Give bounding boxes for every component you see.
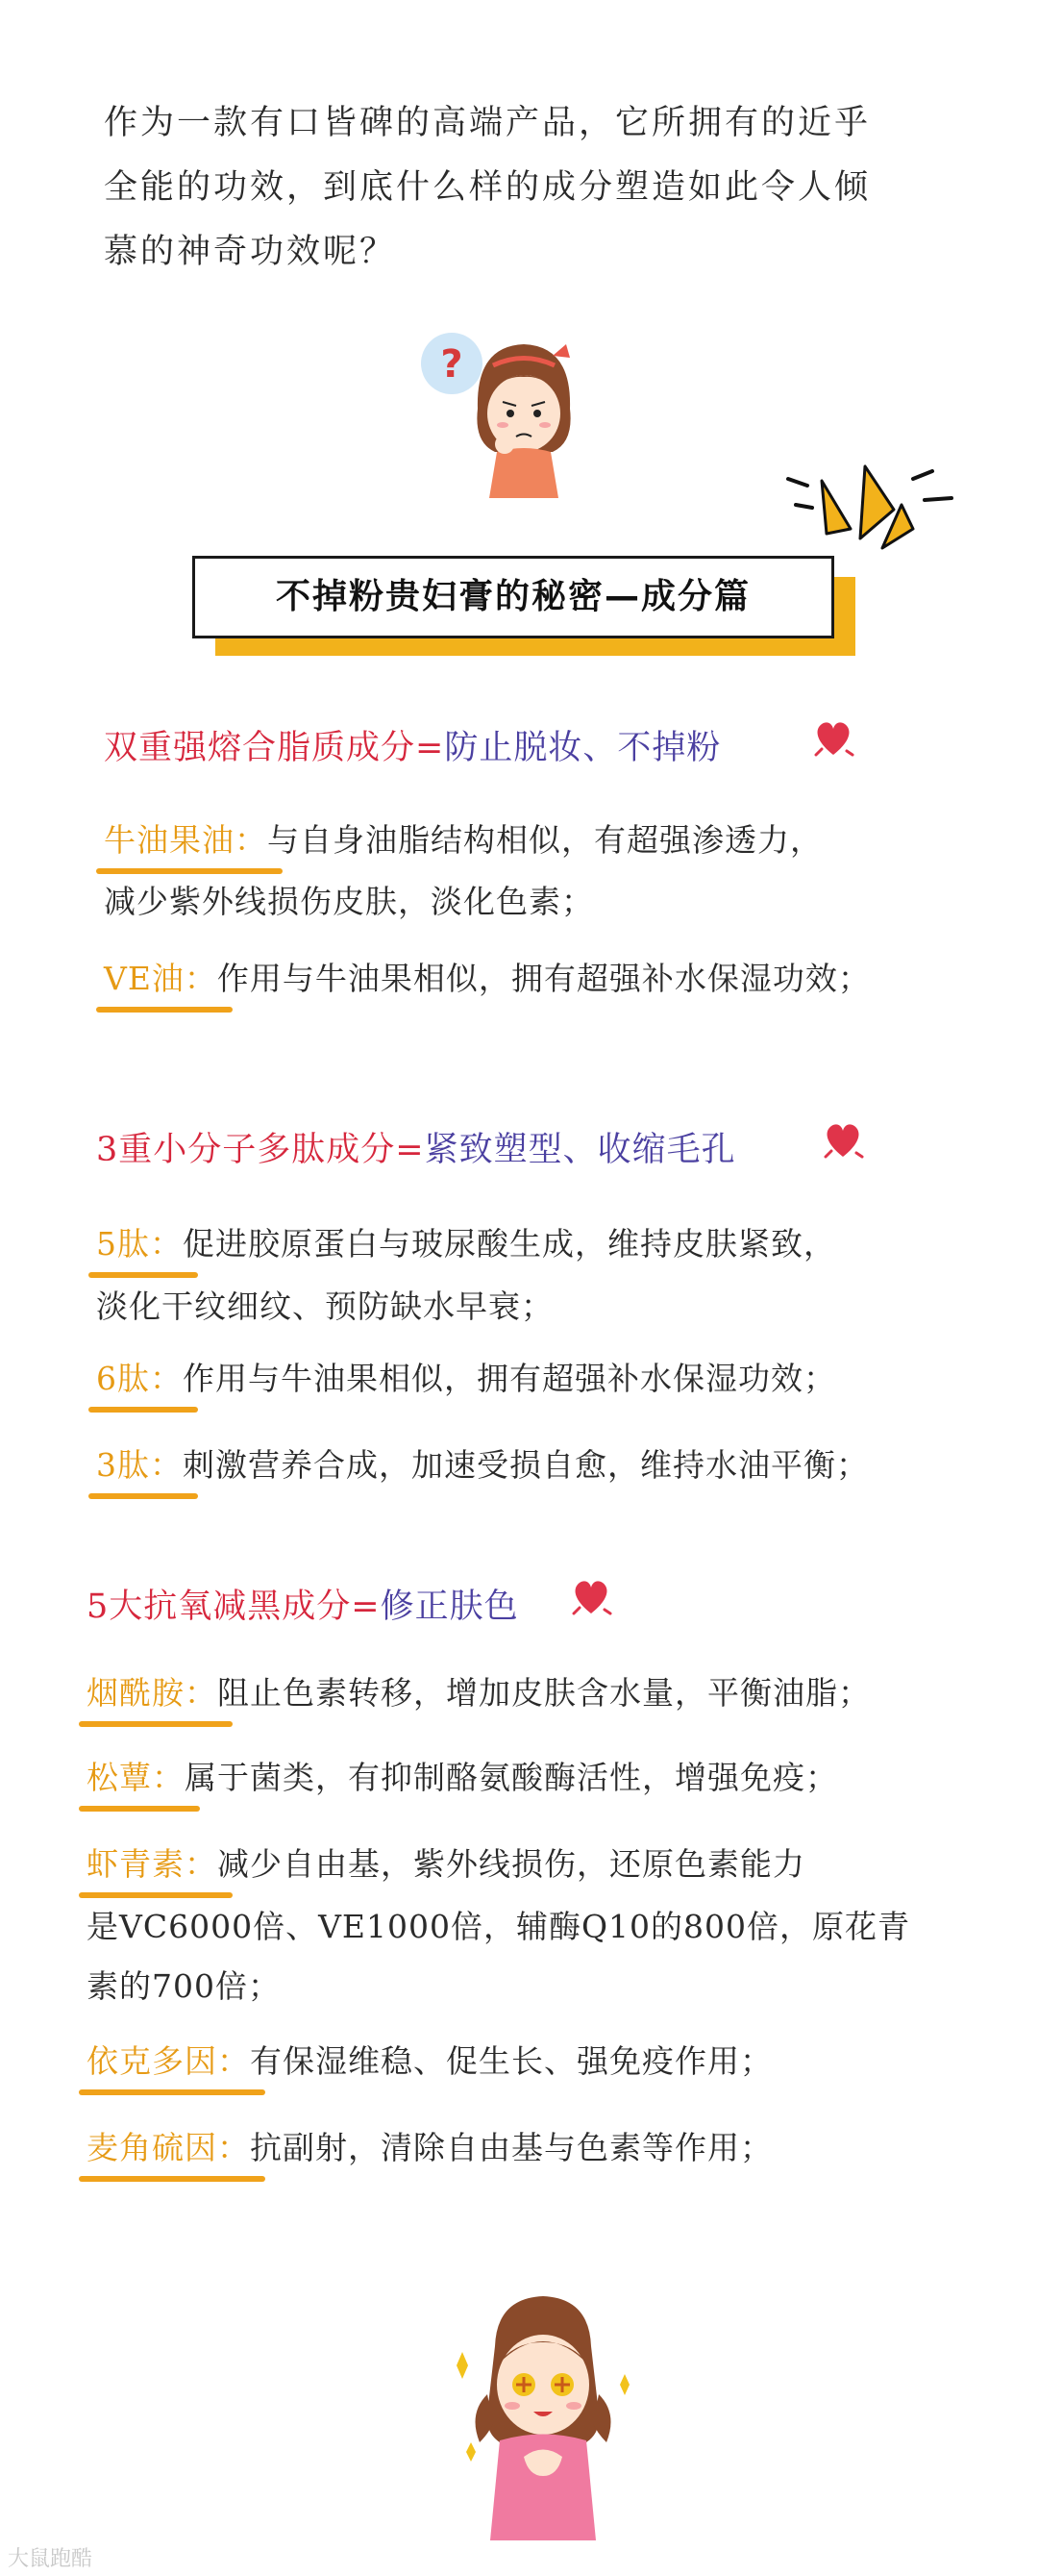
list-item	[104, 815, 823, 861]
intro-line: 作为一款有口皆碑的高端产品，它所拥有的近乎	[104, 104, 872, 142]
ingredient-key	[86, 2123, 250, 2168]
section3-heading-red: 5大抗氧减黑成分=	[86, 1588, 381, 1626]
list-item	[96, 1219, 836, 1264]
ingredient-key-text: VE油：	[104, 960, 217, 997]
list-item	[86, 1668, 871, 1713]
key-underline	[79, 1892, 233, 1898]
ingredient-key-text: 虾青素：	[86, 1845, 217, 1883]
ingredient-key-text: 牛油果油：	[104, 821, 267, 859]
key-underline	[79, 1721, 233, 1727]
ingredient-key	[86, 1839, 217, 1885]
section1-heading	[104, 721, 721, 769]
ingredient-desc: 刺激营养合成，加速受损自愈，维持水油平衡；	[183, 1446, 869, 1484]
ingredient-desc: 减少自由基，紫外线损伤，还原色素能力	[217, 1845, 805, 1883]
list-item	[86, 1839, 805, 1885]
ingredient-desc: 属于菌类，有抑制酪氨酸酶活性，增强免疫；	[185, 1759, 838, 1796]
ingredient-desc: 作用与牛油果相似，拥有超强补水保湿功效；	[183, 1360, 836, 1397]
ingredient-key-text: 3肽：	[96, 1446, 183, 1484]
section2-heading	[96, 1123, 736, 1171]
key-underline	[88, 1493, 198, 1499]
excited-girl-illustration	[437, 2288, 649, 2548]
ingredient-key-text: 麦角硫因：	[86, 2129, 250, 2166]
ingredient-key-text: 松蕈：	[86, 1759, 185, 1796]
question-girl-illustration	[408, 317, 620, 500]
key-underline	[88, 1272, 198, 1278]
svg-text:?: ?	[440, 342, 463, 387]
ingredient-key-text: 5肽：	[96, 1225, 183, 1263]
ingredient-desc: 作用与牛油果相似，拥有超强补水保湿功效；	[216, 960, 871, 997]
key-underline	[96, 868, 283, 874]
section2-heading-blue: 紧致塑型、收缩毛孔	[424, 1131, 736, 1169]
ingredient-key	[86, 1668, 217, 1713]
ingredient-key	[96, 1354, 183, 1399]
sparkle-lines-decoration	[769, 452, 961, 558]
ingredient-key	[86, 2037, 250, 2082]
ingredient-desc-cont: 减少紫外线损伤皮肤，淡化色素；	[104, 883, 594, 920]
key-underline	[79, 2089, 265, 2095]
list-item	[86, 1753, 838, 1798]
ingredient-desc: 抗副射，清除自由基与色素等作用；	[250, 2129, 773, 2166]
section1-heading-blue: 防止脱妆、不掉粉	[444, 729, 722, 767]
list-item	[86, 2123, 773, 2168]
section3-heading	[86, 1580, 519, 1628]
ingredient-key	[96, 1440, 183, 1486]
ingredient-desc: 有保湿维稳、促生长、强免疫作用；	[250, 2042, 773, 2080]
ingredient-key	[96, 1219, 183, 1264]
section3-heading-blue: 修正肤色	[380, 1588, 519, 1626]
heart-icon	[570, 1575, 612, 1617]
section1-heading-red: 双重强熔合脂质成分=	[104, 729, 445, 767]
ingredient-desc-cont: 是VC6000倍、VE1000倍，辅酶Q10的800倍，原花青	[86, 1908, 910, 1945]
heart-icon	[812, 716, 854, 759]
list-item	[96, 1354, 836, 1399]
intro-line: 慕的神奇功效呢？	[104, 233, 397, 271]
ingredient-key-text: 烟酰胺：	[86, 1674, 217, 1712]
watermark: 大鼠跑酷	[8, 2547, 93, 2571]
ingredient-desc: 与自身油脂结构相似，有超强渗透力，	[267, 821, 823, 859]
ingredient-key-text: 依克多因：	[86, 2042, 250, 2080]
ingredient-desc-cont: 淡化干纹细纹、预防缺水早衰；	[96, 1288, 554, 1325]
ingredient-desc: 阻止色素转移，增加皮肤含水量，平衡油脂；	[217, 1674, 871, 1712]
ingredient-key	[104, 815, 267, 861]
section2-heading-red: 3重小分子多肽成分=	[96, 1131, 425, 1169]
ingredient-desc: 促进胶原蛋白与玻尿酸生成，维持皮肤紧致，	[183, 1225, 836, 1263]
key-underline	[88, 1407, 198, 1413]
ingredient-key	[86, 1753, 185, 1798]
key-underline	[79, 2176, 265, 2182]
section-title: 不掉粉贵妇膏的秘密—成分篇	[275, 577, 751, 616]
list-item	[86, 2037, 773, 2082]
ingredient-desc-cont: 素的700倍；	[86, 1967, 281, 2005]
list-item	[104, 954, 871, 999]
ingredient-key-text: 6肽：	[96, 1360, 183, 1397]
key-underline	[96, 1007, 233, 1013]
intro-paragraph	[104, 91, 969, 285]
ingredient-key	[104, 954, 217, 999]
key-underline	[79, 1806, 200, 1812]
intro-line: 全能的功效，到底什么样的成分塑造如此令人倾	[104, 168, 872, 207]
list-item	[96, 1440, 869, 1486]
heart-icon	[822, 1118, 864, 1161]
